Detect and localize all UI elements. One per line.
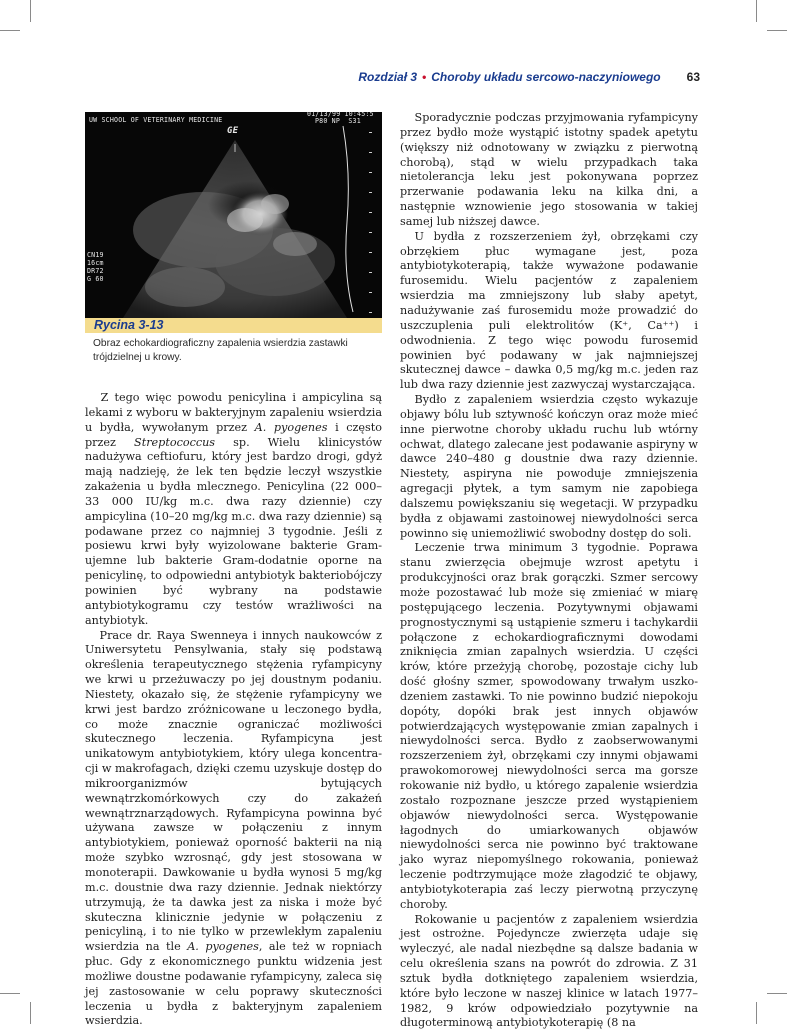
chapter-number: Rozdział 3	[358, 70, 418, 84]
right-column	[400, 111, 698, 1031]
ultrasound-logo: GE	[227, 126, 239, 136]
ultrasound-scan	[85, 112, 382, 318]
paragraph: U bydła z rozszerzeniem żył, obrzękami czy obrzękiem płuc wymagane jest, poza antybiotykoterapią, także wyważone podawanie furosemidu. Wielu pacjentów z zapaleniem wsierdzia ma zmniejszony lub słaby apetyt, nadużywanie zaś furosemidu może prowadzić do uszczuplenia puli elektrolitów (K⁺, Ca⁺⁺) i odwodnienia. Z tego więc powodu furosemid powinien być podawany w jak najmniejszej skutecznej dawce – dawka 0,5 mg/kg m.c. jeden raz lub dwa razy dziennie jest zazwyczaj wystarczająca.	[400, 229, 698, 392]
ultrasound-probe-info: P80 NP S31	[315, 117, 361, 125]
header-separator: •	[422, 70, 427, 84]
crop-mark	[756, 1002, 757, 1024]
italic-term: A. pyogenes	[187, 940, 259, 954]
ultrasound-setting: CN19	[87, 251, 104, 259]
crop-mark	[30, 1002, 31, 1024]
running-header	[330, 70, 700, 84]
crop-mark	[30, 0, 31, 22]
crop-mark	[0, 30, 20, 31]
crop-mark	[767, 30, 787, 31]
paragraph: Prace dr. Raya Swenneya i innych naukowców z Uniwersytetu Pensylwania, stały się podstawą określenia terapeutycznego stężenia ryfampicyny we krwi u przeżuwaczy po jej doustnym podaniu. Niestety, okazało się, że stężenie ryfampicyny we krwi jest bardzo zróżnicowane u leczonego bydła, co może znacznie ograniczać możliwości skutecznego leczenia. Ryfampicyna jest unikatowym antybiotykiem, który ulega koncentracji w makrofagach, dzięki czemu uzyskuje dostęp do mikroorganizmów bytujących wewnątrzkomórkowych czy do zakażeń wewnątrznarządowych. Ryfampicyna powinna być używana zawsze w połączeniu z innym antybiotykiem, ponieważ oporność bakterii na nią może szybko wzrosnąć, gdy jest stosowana w monoterapii. Dawkowanie u bydła wynosi 5 mg/kg m.c. doustnie dwa razy dziennie. Jednak niektórzy utrzymują, że ta dawka jest za niska i może być skuteczna klinicznie jedynie w połączeniu z penicyliną, i to nie tylko w przewlekłym zapaleniu wsierdzia na tle A. pyogenes, ale też w ropniach płuc. Gdy z ekonomicznego punktu widzenia jest możliwe doustne podawanie ryfampicyny, zaleca się jej zastosowanie w celu poprawy skuteczności leczenia u bydła z bakteryjnym zapaleniem wsierdzia.	[85, 628, 383, 1028]
left-column	[85, 391, 382, 1029]
figure-caption: Obraz echokardiograficzny zapalenia wsierdzia zastawki trójdzielnej u krowy.	[93, 338, 348, 363]
ultrasound-timestamp: 01/13/99 10:45:5	[307, 112, 374, 118]
crop-mark	[0, 993, 20, 994]
italic-term: Streptococcus	[134, 435, 216, 449]
paragraph: Bydło z zapaleniem wsierdzia często wykazuje objawy bólu lub sztywność kończyn oraz może mieć inne pierwotne choroby układu ruchu lub wtórny ochwat, dlatego zalecane jest podawanie aspiryny w dawce 240–480 g doustnie dwa razy dziennie. Niestety, aspiryna nie powoduje zmniejszenia agregacji płytek, a tym samym nie zapobiega dalszemu powiększaniu się wegetacji. W przypadku bydła z objawami zastoinowej niewydolności serca powinno się uniemożliwić swobodny dostęp do soli.	[400, 393, 698, 540]
ultrasound-setting: DR72	[87, 267, 104, 275]
figure-label: Rycina 3-13	[85, 318, 382, 333]
paragraph: Z tego więc powodu penicylina i ampicylina są lekami z wyboru w bakteryjnym zapaleniu wsierdzia u bydła, wywołanym przez A. pyogenes i często przez Streptococcus sp. Wielu klinicystów nadużywa ceftiofuru, który jest bardzo drogi, gdyż mają nadzieję, że lek ten będzie leczył wszystkie zakażenia u bydła mlecznego. Penicylina (22 000–33 000 IU/kg m.c. dwa razy dziennie) czy ampicylina (10–20 mg/kg m.c. dwa razy dziennie) są podawane przez co najmniej 3 tygodnie. Jeśli z posiewu krwi były wyizolowane bakterie Gram-ujemne lub bakterie Gram-dodatnie oporne na penicylinę, to odpowiedni antybiotyk bakteriobójczy powinien być wybrany na podstawie antybiotykogramu czy testów wrażliwości na antybiotyk.	[85, 391, 383, 627]
paragraph: Rokowanie u pacjentów z zapaleniem wsierdzia jest ostrożne. Pojedyncze zwierzęta udaje się wyleczyć, ale nadal niezbędne są dalsze badania w celu określenia szans na powrót do zdrowia. Z 31 sztuk bydła dotkniętego zapaleniem wsierdzia, które było leczone w naszej klinice w latach 1977–1982, 9 krów odpowiedziało pozytywnie na długoterminową antybiotykoterapię (8 na	[400, 912, 698, 1030]
ultrasound-setting: 16cm	[87, 259, 104, 267]
ultrasound-setting: G 60	[87, 275, 104, 283]
ultrasound-clinic-label: UW SCHOOL OF VETERINARY MEDICINE	[89, 116, 223, 124]
echocardiogram-image	[85, 112, 382, 318]
italic-term: A. pyogenes	[254, 420, 328, 434]
paragraph: Sporadycznie podczas przyjmowania ryfampicyny przez bydło może wystąpić istotny spadek apetytu (większy niż odnotowany w związku z pierwotną chorobą), stąd w wielu przypadkach taka nietolerancja leku jest pokonywana poprzez przerwanie podawania leku na kilka dni, a następnie wznowienie jego stosowania w takiej samej lub niższej dawce.	[400, 111, 698, 228]
paragraph: Leczenie trwa minimum 3 tygodnie. Poprawa stanu zwierzęcia obejmuje wzrost apetytu i produkcyjności oraz brak gorączki. Szmer sercowy może pozostawać lub może się zmieniać w miarę postępującego leczenia. Pozytywnymi objawami prognostycznymi są ustąpienie szmeru i tachykardii połączone z echokardiograficznymi dowodami zniknięcia zmian zapalnych wsierdzia. U części krów, które przeżyją chorobę, pozostaje cichy lub dość głośny szmer, spowodowany trwałym uszkodzeniem zastawki. To nie powinno budzić niepokoju dopóty, dopóki brak jest innych objawów potwierdzających występowanie zmian zapalnych i niewydolności serca. Bydło z zaobserwowanymi rozszerzeniem żył, obrzękami czy innymi objawami prawokomorowej niewydolności serca ma gorsze rokowanie niż bydło, u którego zapalenie wsierdzia zostało rozpoznane jeszcze przed wystąpieniem objawów niewydolności serca. Występowanie łagodnych do umiarkowanych objawów niewydolności serca nie powinno być traktowane jako wyraz niepomyślnego rokowania, ponieważ leczenie podtrzymujące może złagodzić te objawy, antybiotykoterapia zaś leczy pierwotną przyczynę choroby.	[400, 541, 698, 911]
chapter-title: Choroby układu sercowo-naczyniowego	[431, 70, 661, 84]
crop-mark	[767, 993, 787, 994]
crop-mark	[756, 0, 757, 22]
page-number: 63	[686, 70, 700, 84]
